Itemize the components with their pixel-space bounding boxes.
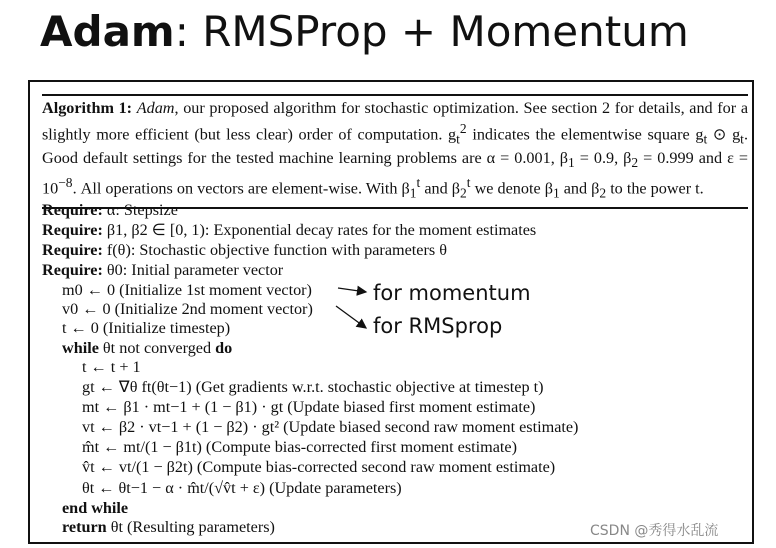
algorithm-name: Adam [136, 99, 175, 117]
caption-sub: t [703, 131, 708, 147]
caption-sub: 1 [409, 185, 417, 201]
do-keyword: do [215, 339, 233, 357]
caption-sup: 2 [459, 120, 467, 136]
algorithm-label: Algorithm 1: [42, 99, 133, 117]
title-bold: Adam [40, 7, 175, 56]
caption-part: to the power t. [606, 179, 704, 198]
require-text: θ0: Initial parameter vector [106, 261, 284, 279]
require-text: f(θ): Stochastic objective function with parameters θ [106, 241, 447, 259]
caption-part: and β [559, 179, 600, 198]
caption-part: ⊙ g [707, 124, 741, 143]
return-keyword: return [62, 518, 107, 536]
caption-part: we denote β [470, 179, 553, 198]
require-text: α: Stepsize [106, 201, 178, 219]
require-keyword: Require: [42, 201, 103, 219]
arrow-momentum [338, 288, 366, 292]
annotation-rmsprop: for RMSprop [373, 314, 503, 338]
require-keyword: Require: [42, 221, 103, 239]
while-keyword: while [62, 339, 99, 357]
caption-sup: t [466, 174, 471, 190]
caption-part: = 0.9, β [574, 148, 632, 167]
require-text: β1, β2 ∈ [0, 1): Exponential decay rates for the moment estimates [106, 221, 537, 239]
while-condition: θt not converged [102, 339, 212, 357]
caption-part: . All operations on vectors are element-wise. With β [72, 179, 410, 198]
watermark: CSDN @秀得水乱流 [590, 523, 719, 539]
caption-part: = 0.999 and ε = 10 [42, 148, 748, 198]
title-rest: : RMSProp + Momentum [174, 7, 689, 56]
loop-line-2: gt ← ∇θ ft(θt−1) (Get gradients w.r.t. stochastic objective at timestep t) [82, 378, 544, 396]
init-line-v0: v0 ← 0 (Initialize 2nd moment vector) [62, 300, 313, 318]
require-keyword: Require: [42, 241, 103, 259]
annotation-momentum: for momentum [373, 281, 531, 305]
init-line-m0: m0 ← 0 (Initialize 1st moment vector) [62, 281, 312, 299]
return-text: θt (Resulting parameters) [110, 518, 275, 536]
caption-part: indicates the elementwise square g [466, 124, 704, 143]
loop-line-4: vt ← β2 · vt−1 + (1 − β2) · gt² (Update biased second raw moment estimate) [82, 418, 579, 436]
caption-sub: 2 [631, 155, 639, 171]
loop-line-6: v̂t ← vt/(1 − β2t) (Compute bias-corrected second raw moment estimate) [82, 458, 556, 476]
caption-part: . Good default settings for the tested machine learning problems are α = 0.001, β [42, 124, 748, 167]
loop-line-5: m̂t ← mt/(1 − β1t) (Compute bias-corrected first moment estimate) [82, 438, 517, 456]
init-line-t: t ← 0 (Initialize timestep) [62, 319, 231, 337]
caption-sub: t [740, 131, 744, 147]
arrow-rmsprop [336, 306, 366, 328]
caption-sub: 2 [599, 185, 607, 201]
caption-sub: t [456, 131, 460, 147]
caption-sup: −8 [58, 174, 73, 190]
caption-sub: 1 [567, 155, 575, 171]
caption-sup: t [416, 174, 421, 190]
loop-line-7: θt ← θt−1 − α · m̂t/(√v̂t + ε) (Update parameters) [82, 479, 402, 497]
caption-sub: 1 [552, 185, 560, 201]
end-while-line: end while [62, 499, 129, 517]
caption-part: and β [420, 179, 461, 198]
require-keyword: Require: [42, 261, 103, 279]
loop-line-3: mt ← β1 · mt−1 + (1 − β1) · gt (Update biased first moment estimate) [82, 398, 536, 416]
loop-line-1: t ← t + 1 [82, 358, 141, 376]
caption-sub: 2 [460, 185, 467, 201]
caption-part: , our proposed algorithm for stochastic optimization. See section 2 for details, and for a slightly more efficient (but less clear) order of computation. g [42, 99, 749, 143]
